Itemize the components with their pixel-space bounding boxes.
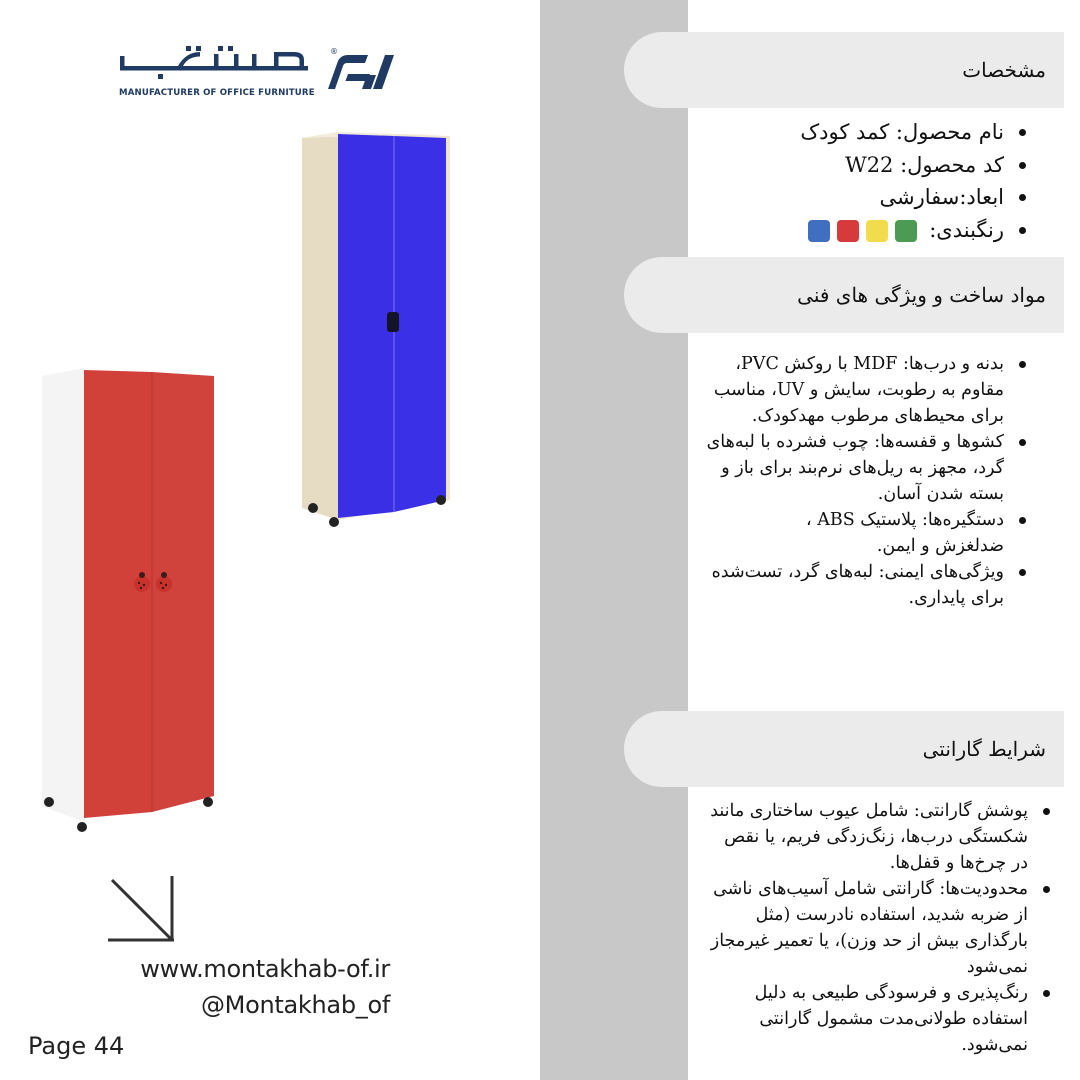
material-item: دستگیره‌ها: پلاستیک ABS ، ضدلغزش و ایمن. <box>696 507 1028 559</box>
warranty-item: محدودیت‌ها: گارانتی شامل آسیب‌های ناشی از ضربه شدید، استفاده نادرست (مثل بارگذاری بیش از حد وزن)، یا تعمیر غیرمجاز نمی‌شود <box>710 876 1052 980</box>
bullet-icon <box>1019 129 1026 136</box>
arrow-down-right-icon <box>106 874 176 944</box>
warranty-title: شرایط گارانتی <box>922 737 1046 761</box>
gray-accent-strip <box>540 0 688 1080</box>
svg-text:®: ® <box>330 47 338 56</box>
blue-cabinet-image <box>298 128 454 530</box>
spec-item-code: کد محصول: W22 <box>698 149 1028 182</box>
color-swatches <box>808 220 917 242</box>
specs-list <box>698 116 1028 246</box>
warranty-list <box>710 798 1052 1058</box>
bullet-icon <box>1043 990 1050 997</box>
swatch-yellow[interactable] <box>866 220 888 242</box>
materials-list <box>696 351 1028 611</box>
bullet-icon <box>1019 517 1026 524</box>
materials-header <box>624 257 1064 333</box>
bullet-icon <box>1019 162 1026 169</box>
material-item: ویژگی‌های ایمنی: لبه‌های گرد، تست‌شده برای پایداری. <box>696 559 1028 611</box>
website-link[interactable]: www.montakhab-of.ir <box>140 955 390 983</box>
material-item: بدنه و درب‌ها: MDF با روکش PVC، مقاوم به رطوبت، سایش و UV، مناسب برای محیط‌های مرطوب مهدکودک. <box>696 351 1028 429</box>
bullet-icon <box>1019 227 1026 234</box>
bullet-icon <box>1043 886 1050 893</box>
bullet-icon <box>1019 361 1026 368</box>
warranty-item: پوشش گارانتی: شامل عیوب ساختاری مانند شکستگی درب‌ها، زنگ‌زدگی فریم، یا نقص در چرخ‌ها و قفل‌ها. <box>710 798 1052 876</box>
social-handle[interactable]: @Montakhab_of <box>200 991 390 1019</box>
materials-title: مواد ساخت و ویژگی های فنی <box>797 283 1046 307</box>
specs-title: مشخصات <box>962 58 1046 82</box>
warranty-item: رنگ‌پذیری و فرسودگی طبیعی به دلیل استفاده طولانی‌مدت مشمول گارانتی نمی‌شود. <box>710 980 1052 1058</box>
spec-item-colors: رنگبندی: <box>698 214 1028 247</box>
swatch-red[interactable] <box>837 220 859 242</box>
page-number: Page 44 <box>28 1032 125 1060</box>
spec-item-name: نام محصول: کمد کودک <box>698 116 1028 149</box>
bullet-icon <box>1043 808 1050 815</box>
spec-item-dimensions: ابعاد:سفارشی <box>698 181 1028 214</box>
bullet-icon <box>1019 194 1026 201</box>
swatch-blue[interactable] <box>808 220 830 242</box>
specs-header <box>624 32 1064 108</box>
bullet-icon <box>1019 439 1026 446</box>
bullet-icon <box>1019 569 1026 576</box>
red-cabinet-image <box>38 366 222 836</box>
swatch-green[interactable] <box>895 220 917 242</box>
brand-tagline: MANUFACTURER OF OFFICE FURNITURE <box>119 88 315 98</box>
warranty-header <box>624 711 1064 787</box>
material-item: کشوها و قفسه‌ها: چوب فشرده با لبه‌های گرد، مجهز به ریل‌های نرم‌بند برای باز و بسته شدن آسان. <box>696 429 1028 507</box>
